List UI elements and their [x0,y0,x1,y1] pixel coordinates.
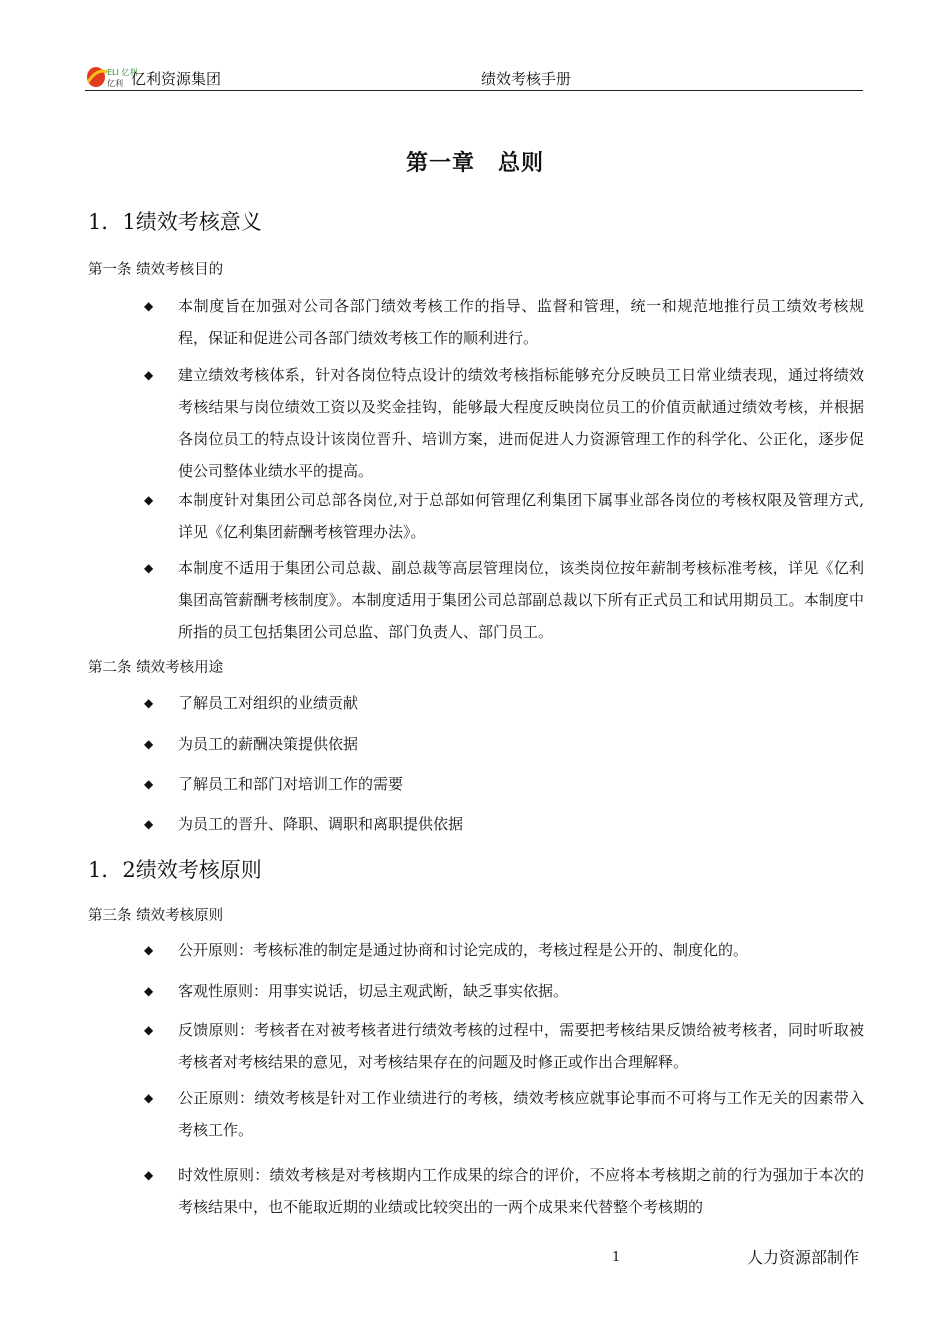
list-item [144,290,864,354]
page-number: 1 [612,1250,621,1265]
list-item-text: 为员工的薪酬决策提供依据 [178,735,359,753]
list-item [144,1014,864,1078]
list-item-text: 建立绩效考核体系，针对各岗位特点设计的绩效考核指标能够充分反映员工日常业绩表现，通过将绩效考核结果与岗位绩效工资以及奖金挂钩，能够最大程度反映岗位员工的价值贡献通过绩效考核，并根据各岗位员工的特点设计该岗位晋升、培训方案，进而促进人力资源管理工作的科学化、公正化，逐步促使公司整体业绩水平的提高。 [178,366,864,480]
diamond-bullet-icon: ◆ [144,696,154,710]
list-item [144,1159,864,1223]
section-heading: 1．2绩效考核原则 [88,858,262,882]
diamond-bullet-icon: ◆ [144,943,154,957]
diamond-bullet-icon: ◆ [144,1168,154,1182]
chapter-title: 第一章 总则 [405,150,544,176]
company-name: 亿利资源集团 [131,70,222,88]
section-heading: 1．1绩效考核意义 [88,210,262,234]
list-item [144,484,864,548]
list-item-text: 为员工的晋升、降职、调职和离职提供依据 [178,815,464,833]
list-item-text: 反馈原则：考核者在对被考核者进行绩效考核的过程中，需要把考核结果反馈给被考核者，同时听取被考核者对考核结果的意见，对考核结果存在的问题及时修正或作出合理解释。 [178,1021,864,1071]
list-item [144,768,864,800]
diamond-bullet-icon: ◆ [144,777,154,791]
logo-letters: ELI 亿利 [107,68,138,77]
list-item-text: 时效性原则：绩效考核是对考核期内工作成果的综合的评价，不应将本考核期之前的行为强加于本次的考核结果中，也不能取近期的业绩或比较突出的一两个成果来代替整个考核期的 [178,1166,864,1216]
svg-text:亿利: 亿利 [107,79,123,88]
diamond-bullet-icon: ◆ [144,737,154,751]
footer-department: 人力资源部制作 [747,1248,860,1267]
document-title: 绩效考核手册 [481,70,572,88]
diamond-bullet-icon: ◆ [144,561,154,575]
diamond-bullet-icon: ◆ [144,299,154,313]
company-logo-icon [85,64,138,90]
list-item-text: 了解员工和部门对培训工作的需要 [178,775,404,793]
list-item-text: 了解员工对组织的业绩贡献 [178,694,359,712]
list-item-text: 本制度不适用于集团公司总裁、副总裁等高层管理岗位，该类岗位按年薪制考核标准考核，详见《亿利集团高管薪酬考核制度》。本制度适用于集团公司总部副总裁以下所有正式员工和试用期员工。本制度中所指的员工包括集团公司总监、部门负责人、部门员工。 [178,559,864,641]
diamond-bullet-icon: ◆ [144,817,154,831]
article-title: 第二条 绩效考核用途 [88,660,224,676]
list-item-text: 公正原则：绩效考核是针对工作业绩进行的考核，绩效考核应就事论事而不可将与工作无关的因素带入考核工作。 [178,1089,864,1139]
diamond-bullet-icon: ◆ [144,1091,154,1105]
list-item [144,552,864,648]
article-title: 第一条 绩效考核目的 [88,262,224,278]
diamond-bullet-icon: ◆ [144,493,154,507]
diamond-bullet-icon: ◆ [144,1023,154,1037]
list-item [144,808,864,840]
diamond-bullet-icon: ◆ [144,984,154,998]
list-item-text: 本制度针对集团公司总部各岗位,对于总部如何管理亿利集团下属事业部各岗位的考核权限及管理方式, 详见《亿利集团薪酬考核管理办法》。 [178,491,864,541]
list-item [144,359,864,487]
list-item [144,1082,864,1146]
list-item-text: 本制度旨在加强对公司各部门绩效考核工作的指导、监督和管理，统一和规范地推行员工绩效考核规程，保证和促进公司各部门绩效考核工作的顺利进行。 [178,297,864,347]
list-item [144,687,864,719]
list-item [144,728,864,760]
list-item [144,934,864,966]
list-item [144,975,864,1007]
diamond-bullet-icon: ◆ [144,368,154,382]
article-title: 第三条 绩效考核原则 [88,908,224,924]
list-item-text: 客观性原则：用事实说话，切忌主观武断，缺乏事实依据。 [178,982,569,1000]
list-item-text: 公开原则：考核标准的制定是通过协商和讨论完成的，考核过程是公开的、制度化的。 [178,941,749,959]
page-header [85,60,863,91]
